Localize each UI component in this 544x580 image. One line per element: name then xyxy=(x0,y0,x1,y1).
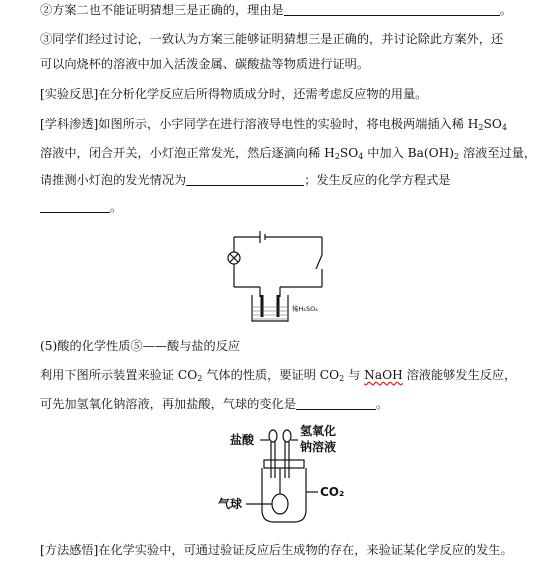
reflection-line: [实验反思]在分析化学反应后所得物质成分时，还需考虑反应物的用量。 xyxy=(40,87,428,101)
reason-answer-blank[interactable] xyxy=(284,3,500,16)
crossdisc-line-4: 。 xyxy=(40,199,122,215)
naoh-label-2: 钠溶液 xyxy=(300,440,337,454)
bulb-answer-blank[interactable] xyxy=(186,173,304,186)
discussion-line-2: 可以向烧杯的溶液中加入活泼金属、碳酸盐等物质进行证明。 xyxy=(40,57,370,71)
crossdisc-line-2: 溶液中，闭合开关，小灯泡正常发光，然后逐滴向稀 $H_2SO_4$ 中加入 $Ba(OH)_2$ 溶液至过量， xyxy=(40,146,537,161)
section5-title: (5)酸的化学性质⑤——酸与盐的反应 xyxy=(40,339,241,353)
discussion-line-1: ③同学们经过讨论，一致认为方案三能够证明猜想三是正确的，并讨论除此方案外，还 xyxy=(40,32,504,46)
naoh-label-1: 氢氧化 xyxy=(300,424,337,438)
dropper-bulb-right xyxy=(283,430,291,442)
apparatus-diagram xyxy=(218,422,368,532)
equation-answer-blank[interactable] xyxy=(40,200,110,213)
dropper-bulb-left xyxy=(269,430,277,442)
section5-line-1: 利用下图所示装置来验证 $CO_2$ 气体的性质，要证明 $CO_2$ 与 NaOH 溶液能够发生反应， xyxy=(40,368,517,383)
balloon-answer-blank[interactable] xyxy=(296,397,376,410)
circuit-diagram xyxy=(222,225,332,325)
balloon-icon xyxy=(272,494,288,514)
section5-line-2: 可先加氢氧化钠溶液，再加盐酸，气球的变化是 。 xyxy=(40,397,389,411)
crossdisc-line-3: 请推测小灯泡的发光情况为 ；发生反应的化学方程式是 xyxy=(40,173,451,187)
stopper xyxy=(264,460,304,468)
switch-lever xyxy=(316,255,322,269)
solution-label: 稀H₂SO₄ xyxy=(292,305,318,313)
reason-prompt: ②方案二也不能证明猜想三是正确的，理由是 xyxy=(40,3,284,17)
question-reason-line: ②方案二也不能证明猜想三是正确的，理由是 。 xyxy=(40,3,512,17)
co2-label: CO₂ xyxy=(320,485,345,499)
naoh-term: NaOH xyxy=(364,368,403,382)
method-line: [方法感悟]在化学实验中，可通过验证反应后生成物的存在，来验证某化学反应的发生。 xyxy=(40,543,513,557)
balloon-label: 气球 xyxy=(218,497,243,511)
acid-label: 盐酸 xyxy=(230,433,255,447)
beaker xyxy=(252,295,288,321)
crossdisc-line-1: [学科渗透]如图所示，小宇同学在进行溶液导电性的实验时，将电极两端插入稀 $H_2SO_4$ xyxy=(40,117,507,132)
